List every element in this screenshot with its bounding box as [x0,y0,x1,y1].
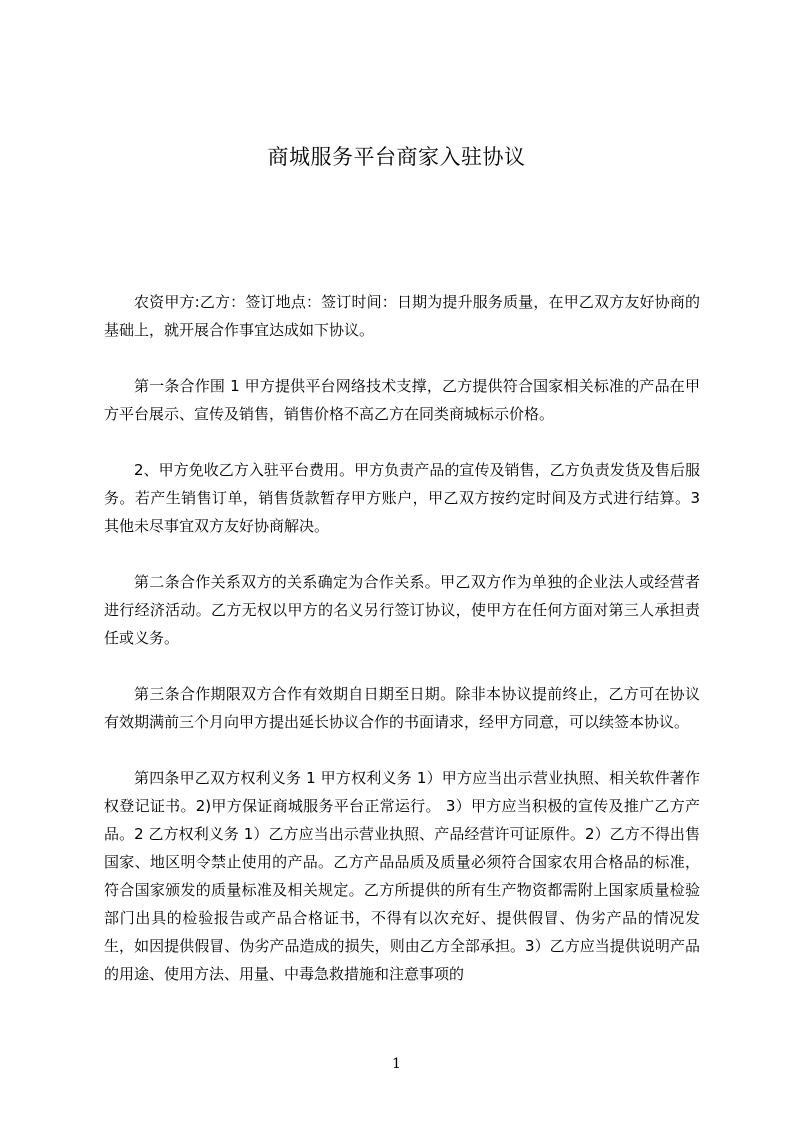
paragraph-preamble: 农资甲方:乙方：签订地点：签订时间：日期为提升服务质量，在甲乙双方友好协商的基础上，就开展合作事宜达成如下协议。 [104,293,700,339]
document-body [104,288,700,983]
document-title: 商城服务平台商家入驻协议 [267,145,526,169]
paragraph-article-2: 第二条合作关系双方的关系确定为合作关系。甲乙双方作为单独的企业法人或经营者进行经济活动。乙方无权以甲方的名义另行签订协议，使甲方在任何方面对第三人承担责任或义务。 [104,573,700,647]
paragraph-article-3: 第三条合作期限双方合作有效期自日期至日期。除非本协议提前终止，乙方可在协议有效期满前三个月向甲方提出延长协议合作的书面请求，经甲方同意，可以续签本协议。 [104,685,700,731]
paragraph-article-1-continued: 2、甲方免收乙方入驻平台费用。甲方负责产品的宣传及销售，乙方负责发货及售后服务。若产生销售订单，销售货款暂存甲方账户，甲乙双方按约定时间及方式进行结算。3 其他未尽事宜双方友好协商解决。 [104,461,700,535]
paragraph-article-1: 第一条合作围 1 甲方提供平台网络技术支撑，乙方提供符合国家相关标准的产品在甲方平台展示、宣传及销售，销售价格不高乙方在同类商城标示价格。 [104,377,700,423]
paragraph-article-4: 第四条甲乙双方权利义务 1 甲方权利义务 1）甲方应当出示营业执照、相关软件著作权登记证书。2)甲方保证商城服务平台正常运行。 3）甲方应当积极的宣传及推广乙方产品。2 乙方权利义务 1）乙方应当出示营业执照、产品经营许可证原件。2）乙方不得出售国家、地区明令禁止使用的产品。乙方产品品质及质量必须符合国家农用合格品的标准，符合国家颁发的质量标准及相关规定。乙方所提供的所有生产物资都需附上国家质量检验部门出具的检验报告或产品合格证书，不得有以次充好、提供假冒、伪劣产品的情况发生，如因提供假冒、伪劣产品造成的损失，则由乙方全部承担。3）乙方应当提供说明产品的用途、使用方法、用量、中毒急救措施和注意事项的 [104,769,700,983]
page-number: 1 [392,1056,401,1072]
